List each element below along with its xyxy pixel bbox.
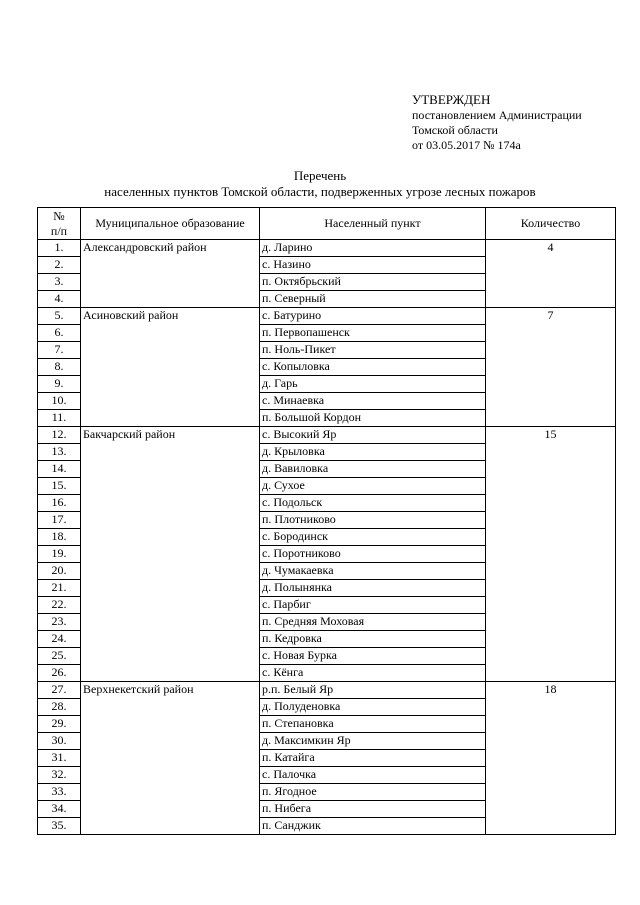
row-number: 20.: [38, 563, 81, 580]
row-number: 3.: [38, 274, 81, 291]
table-row: [38, 308, 616, 325]
table-row: [38, 682, 616, 699]
settlement-cell: с. Кёнга: [260, 665, 486, 682]
municipality-cell: Бакчарский район: [81, 427, 260, 682]
settlement-cell: п. Ноль-Пикет: [260, 342, 486, 359]
header-municipality: Муниципальное образование: [81, 208, 260, 240]
header-number: [38, 208, 81, 240]
settlement-cell: п. Большой Кордон: [260, 410, 486, 427]
municipality-cell: Асиновский район: [81, 308, 260, 427]
settlement-cell: д. Крыловка: [260, 444, 486, 461]
row-number: 2.: [38, 257, 81, 274]
settlement-cell: с. Батурино: [260, 308, 486, 325]
settlement-cell: с. Минаевка: [260, 393, 486, 410]
approval-heading: УТВЕРЖДЕН: [412, 92, 491, 107]
row-number: 34.: [38, 801, 81, 818]
settlement-cell: р.п. Белый Яр: [260, 682, 486, 699]
settlements-table: [37, 207, 616, 835]
settlement-cell: д. Ларино: [260, 240, 486, 257]
settlement-cell: п. Октябрьский: [260, 274, 486, 291]
row-number: 1.: [38, 240, 81, 257]
count-cell: 18: [486, 682, 616, 835]
row-number: 10.: [38, 393, 81, 410]
row-number: 18.: [38, 529, 81, 546]
document-title: Перечень: [293, 168, 347, 183]
row-number: 31.: [38, 750, 81, 767]
settlement-cell: с. Высокий Яр: [260, 427, 486, 444]
row-number: 6.: [38, 325, 81, 342]
row-number: 14.: [38, 461, 81, 478]
municipality-cell: Александровский район: [81, 240, 260, 308]
approval-block: [412, 92, 582, 153]
settlement-cell: п. Кедровка: [260, 631, 486, 648]
table-header-row: [38, 208, 616, 240]
row-number: 22.: [38, 597, 81, 614]
count-cell: 4: [486, 240, 616, 308]
row-number: 16.: [38, 495, 81, 512]
settlement-cell: п. Ягодное: [260, 784, 486, 801]
header-number-sub: п/п: [50, 223, 68, 238]
settlement-cell: д. Вавиловка: [260, 461, 486, 478]
count-cell: 15: [486, 427, 616, 682]
settlement-cell: д. Гарь: [260, 376, 486, 393]
table-body: [38, 240, 616, 835]
row-number: 24.: [38, 631, 81, 648]
row-number: 9.: [38, 376, 81, 393]
settlement-cell: с. Парбиг: [260, 597, 486, 614]
row-number: 4.: [38, 291, 81, 308]
settlement-cell: п. Катайга: [260, 750, 486, 767]
settlement-cell: д. Сухое: [260, 478, 486, 495]
settlement-cell: д. Чумакаевка: [260, 563, 486, 580]
row-number: 19.: [38, 546, 81, 563]
row-number: 13.: [38, 444, 81, 461]
settlement-cell: с. Палочка: [260, 767, 486, 784]
table-row: [38, 240, 616, 257]
row-number: 21.: [38, 580, 81, 597]
settlement-cell: п. Степановка: [260, 716, 486, 733]
row-number: 23.: [38, 614, 81, 631]
count-cell: 7: [486, 308, 616, 427]
row-number: 27.: [38, 682, 81, 699]
settlement-cell: д. Полынянка: [260, 580, 486, 597]
row-number: 8.: [38, 359, 81, 376]
settlement-cell: д. Максимкин Яр: [260, 733, 486, 750]
approval-line-1: постановлением Администрации: [412, 108, 582, 122]
settlement-cell: п. Санджик: [260, 818, 486, 835]
header-count: Количество: [486, 208, 616, 240]
settlement-cell: с. Копыловка: [260, 359, 486, 376]
header-number-sign: №: [53, 208, 65, 223]
municipality-cell: Верхнекетский район: [81, 682, 260, 835]
settlement-cell: п. Северный: [260, 291, 486, 308]
settlement-cell: п. Нибега: [260, 801, 486, 818]
settlement-cell: с. Подольск: [260, 495, 486, 512]
row-number: 26.: [38, 665, 81, 682]
row-number: 17.: [38, 512, 81, 529]
row-number: 11.: [38, 410, 81, 427]
settlement-cell: с. Новая Бурка: [260, 648, 486, 665]
settlement-cell: д. Полуденовка: [260, 699, 486, 716]
row-number: 25.: [38, 648, 81, 665]
settlement-cell: п. Средняя Моховая: [260, 614, 486, 631]
approval-line-2: Томской области: [412, 123, 498, 137]
document-title-block: [40, 168, 600, 200]
header-settlement: Населенный пункт: [260, 208, 486, 240]
table-row: [38, 427, 616, 444]
settlement-cell: с. Назино: [260, 257, 486, 274]
settlement-cell: с. Бородинск: [260, 529, 486, 546]
row-number: 7.: [38, 342, 81, 359]
settlement-cell: п. Плотниково: [260, 512, 486, 529]
row-number: 5.: [38, 308, 81, 325]
document-subtitle: населенных пунктов Томской области, подверженных угрозе лесных пожаров: [104, 184, 536, 199]
row-number: 29.: [38, 716, 81, 733]
row-number: 30.: [38, 733, 81, 750]
settlement-cell: с. Поротниково: [260, 546, 486, 563]
row-number: 28.: [38, 699, 81, 716]
settlement-cell: п. Первопашенск: [260, 325, 486, 342]
row-number: 33.: [38, 784, 81, 801]
row-number: 12.: [38, 427, 81, 444]
row-number: 35.: [38, 818, 81, 835]
row-number: 15.: [38, 478, 81, 495]
row-number: 32.: [38, 767, 81, 784]
approval-line-3: от 03.05.2017 № 174а: [412, 138, 521, 152]
